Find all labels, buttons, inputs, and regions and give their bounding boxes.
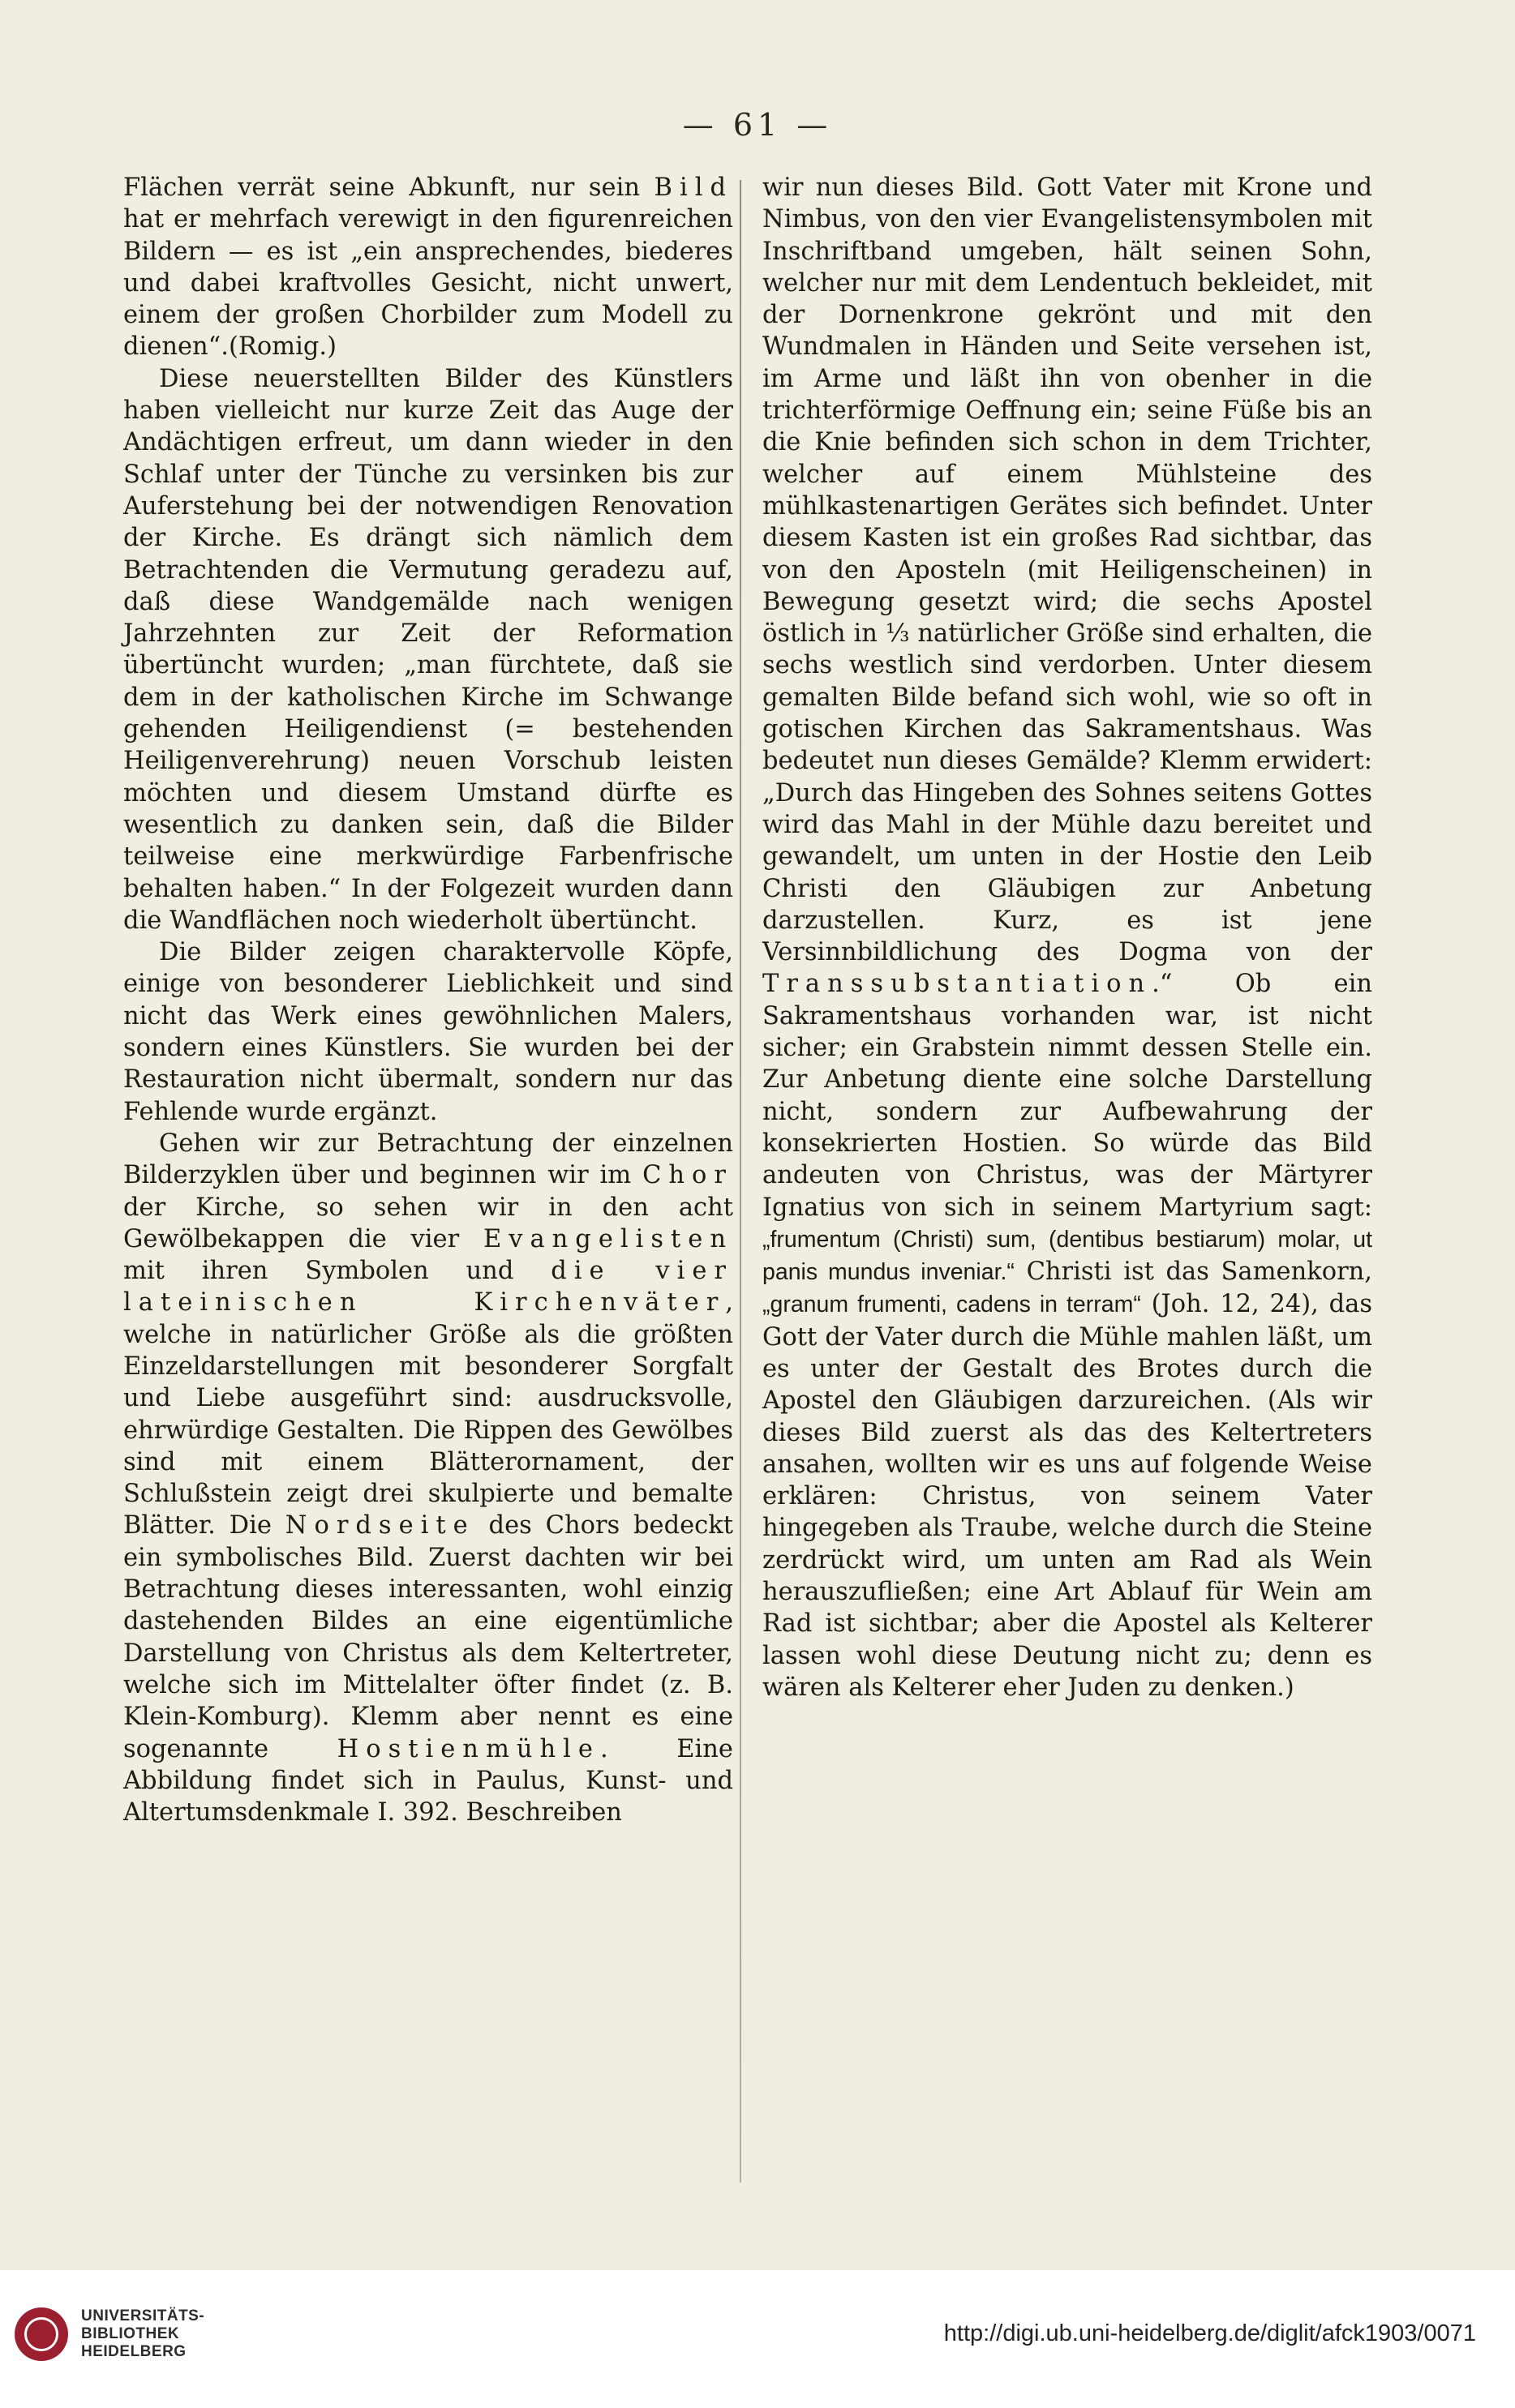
text: . Eine Abbildung findet sich in Paulus, Kunst- und Altertumsdenkmale I. 392. Beschreiben <box>123 1734 733 1827</box>
text: .“ Ob ein Sakramentshaus vorhanden war, ist nicht sicher; ein Grabstein nimmt dessen Stelle ein. Zur Anbetung diente eine solche Darstellung nicht, sondern zur Aufbewahrung der konsekrierten Hostien. So würde das Bild andeuten von Christus, was der Märtyrer Ignatius von sich in seinem Martyrium sagt: <box>762 970 1372 1222</box>
text: Flächen verrät seine Abkunft, nur sein <box>123 174 654 202</box>
column-divider <box>740 180 741 2183</box>
spaced-word-transsubstantiation: Transsubstantiation <box>762 970 1152 999</box>
spaced-word-nordseite: Nordseite <box>285 1511 475 1540</box>
library-logo <box>15 2307 204 2361</box>
paragraph-1 <box>123 172 733 363</box>
spaced-word-hostienmuehle: Hostienmühle <box>337 1734 600 1763</box>
text: , welche in natürlicher Größe als die größten Einzeldarstellungen mit besonderer Sorgfalt und Liebe ausgeführt sind: ausdrucksvolle, ehrwürdige Gestalten. Die Rippen des Gewölbes sind mit einem Blätterornament, der Schlußstein zeigt drei skulpierte und bemalte Blätter. Die <box>123 1288 733 1540</box>
logo-line: BIBLIOTHEK <box>81 2325 180 2342</box>
text: des Chors bedeckt ein symbolisches Bild. Zuerst dachten wir bei Betrachtung dieses interessanten, wohl einzig dastehenden Bildes an eine eigentümliche Darstellung von Christus als dem Keltertreter, welche sich im Mittelalter öfter findet (z. B. Klein-Komburg). Klemm aber nennt es eine sogenannte <box>123 1511 733 1763</box>
library-name <box>81 2307 204 2361</box>
page-number: — 61 — <box>682 107 833 143</box>
text: hat er mehrfach verewigt in den figurenreichen Bildern — es ist „ein ansprechendes, biederes und dabei kraftvolles Gesicht, nicht unwert, einem der großen Chorbilder zum Modell zu dienen“.(Romig.) <box>123 205 733 362</box>
spaced-word-evangelisten: Evangelisten <box>483 1224 733 1253</box>
paragraph-2: Diese neuerstellten Bilder des Künstlers haben vielleicht nur kurze Zeit das Auge der Andächtigen erfreut, um dann wieder in den Schlaf unter der Tünche zu versinken bis zur Auferstehung bei der notwendigen Renovation der Kirche. Es drängt sich nämlich dem Betrachtenden die Vermutung geradezu auf, daß diese Wandgemälde nach wenigen Jahrzehnten zur Zeit der Reformation übertüncht wurden; „man fürchtete, daß sie dem in der katholischen Kirche im Schwange gehenden Heiligendienst (= bestehenden Heiligenverehrung) neuen Vorschub leisten möchten und diesem Umstand dürfte es wesentlich zu danken sein, daß die Bilder teilweise eine merkwürdige Farbenfrische behalten haben.“ In der Folgezeit wurden dann die Wandflächen noch wiederholt übertüncht. <box>123 364 733 935</box>
spaced-phrase-kirchenvaeter: die vier lateinischen Kirchenväter <box>123 1257 733 1318</box>
text: mit ihren Symbolen und <box>123 1257 551 1286</box>
text: Christi ist das Samenkorn, <box>1014 1258 1372 1287</box>
paragraph-5 <box>762 172 1372 1703</box>
seal-icon <box>15 2307 68 2361</box>
logo-line: HEIDELBERG <box>81 2343 187 2360</box>
text: (Joh. 12, 24), das Gott der Vater durch die Mühle mahlen läßt, um es unter der Gestalt des Brotes durch die Apostel den Gläubigen darzureichen. (Als wir dieses Bild zuerst als das des Keltertreters ansahen, wollten wir es uns auf folgende Weise erklären: Christus, von seinem Vater hingegeben als Traube, welche durch die Steine zerdrückt wird, um unten am Rad als Wein herauszufließen; eine Art Ablauf für Wein am Rad ist sichtbar; aber die Apostel als Kelterer lassen wohl diese Deutung nicht zu; denn es wären als Kelterer eher Juden zu denken.) <box>762 1290 1372 1702</box>
spaced-word-bild: Bild <box>654 174 733 202</box>
text: der Kirche, so sehen wir in den acht Gewölbekappen die vier <box>123 1193 733 1253</box>
latin-quote-frumentum: „frumentum (Christi) sum, (dentibus bestiarum) molar, ut panis mundus inveniar.“ <box>762 1226 1372 1286</box>
paragraph-4 <box>123 1128 733 1829</box>
paragraph-3: Die Bilder zeigen charaktervolle Köpfe, einige von besonderer Lieblichkeit und sind nicht das Werk eines gewöhnlichen Malers, sondern eines Künstlers. Sie wurden bei der Restauration nicht übermalt, sondern nur das Fehlende wurde ergänzt. <box>123 938 733 1126</box>
logo-line: UNIVERSITÄTS- <box>81 2307 205 2324</box>
text: Gehen wir zur Betrachtung der einzelnen Bilderzyklen über und beginnen wir im <box>123 1129 733 1190</box>
footer-bar <box>0 2270 1515 2408</box>
text: wir nun dieses Bild. Gott Vater mit Krone und Nimbus, von den vier Evangelistensymbolen mit Inschriftband umgeben, hält seinen Sohn, welcher nur mit dem Lendentuch bekleidet, mit der Dornenkrone gekrönt und mit den Wundmalen in Händen und Seite versehen ist, im Arme und läßt ihn von obenher in die trichterförmige Oeffnung ein; seine Füße bis an die Knie befinden sich schon in dem Trichter, welcher auf einem Mühlsteine des mühlkastenartigen Gerätes sich befindet. Unter diesem Kasten ist ein großes Rad sichtbar, das von den Aposteln (mit Heiligenscheinen) in Bewegung gesetzt wird; die sechs Apostel östlich in ⅓ natürlicher Größe sind erhalten, die sechs westlich sind verdorben. Unter diesem gemalten Bilde befand sich wohl, wie so oft in gotischen Kirchen das Sakramentshaus. Was bedeutet nun dieses Gemälde? Klemm erwidert: „Durch das Hingeben des Sohnes seitens Gottes wird das Mahl in der Mühle dazu bereitet und gewandelt, um unten in der Hostie den Leib Christi den Gläubigen zur Anbetung darzustellen. Kurz, es ist jene Versinnbildlichung des Dogma von der <box>762 174 1372 967</box>
right-column <box>762 172 1372 1703</box>
left-column <box>123 172 733 1828</box>
source-url-link[interactable]: http://digi.ub.uni-heidelberg.de/diglit/afck1903/0071 <box>943 2320 1476 2346</box>
spaced-word-chor: Chor <box>642 1161 733 1190</box>
latin-quote-granum: „granum frumenti, cadens in terram“ <box>762 1292 1141 1318</box>
